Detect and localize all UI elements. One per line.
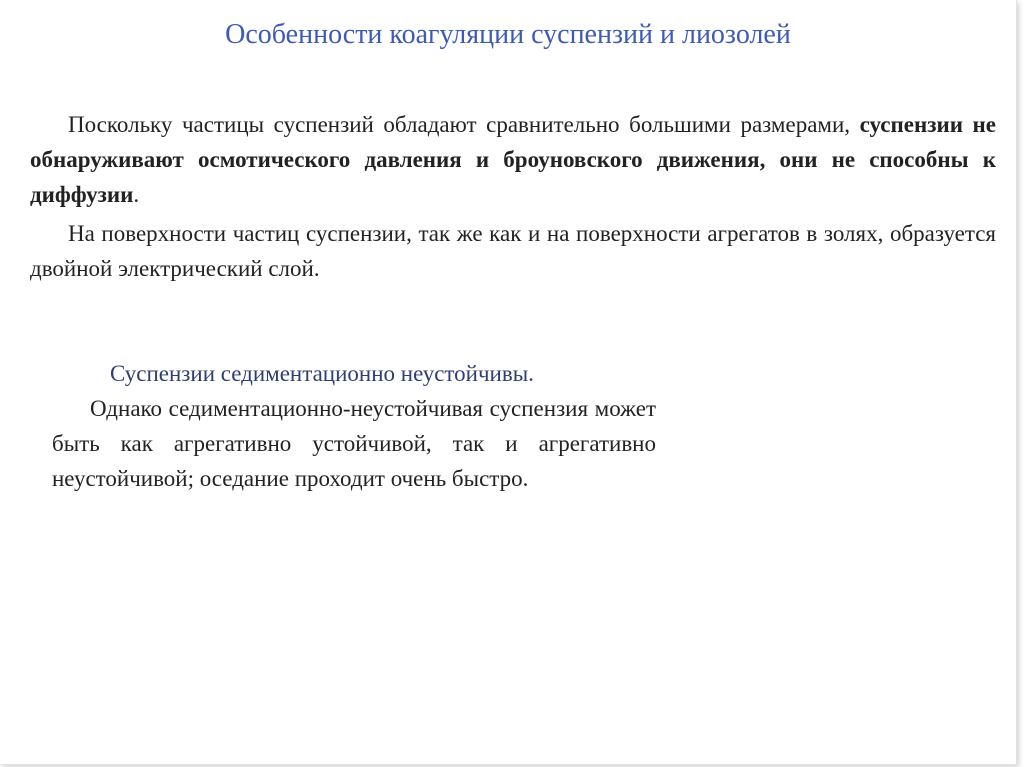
note-heading: Суспензии седиментационно неустойчивы. <box>110 361 534 386</box>
paragraph-double-layer: На поверхности частиц суспензии, так же как и на поверхности агрегатов в золях, образуется двойной электрический слой. <box>30 221 996 281</box>
paragraph-particle-size <box>30 107 996 212</box>
paragraph-bold-statement: суспензии не обнаруживают осмотического давления и броуновского движения, они не способны к диффузии <box>30 112 996 207</box>
paragraph-text-end: . <box>133 182 140 207</box>
sedimentation-note <box>52 356 656 496</box>
paragraph-text-start: Поскольку частицы суспензий обладают сравнительно большими размерами, <box>68 112 860 137</box>
slide-title: Особенности коагуляции суспензий и лиозолей <box>225 19 791 50</box>
note-body: Однако седиментационно-неустойчивая суспензия может быть как агрегативно устойчивой, так и агрегативно неустойчивой; оседание проходит очень быстро. <box>52 396 656 491</box>
